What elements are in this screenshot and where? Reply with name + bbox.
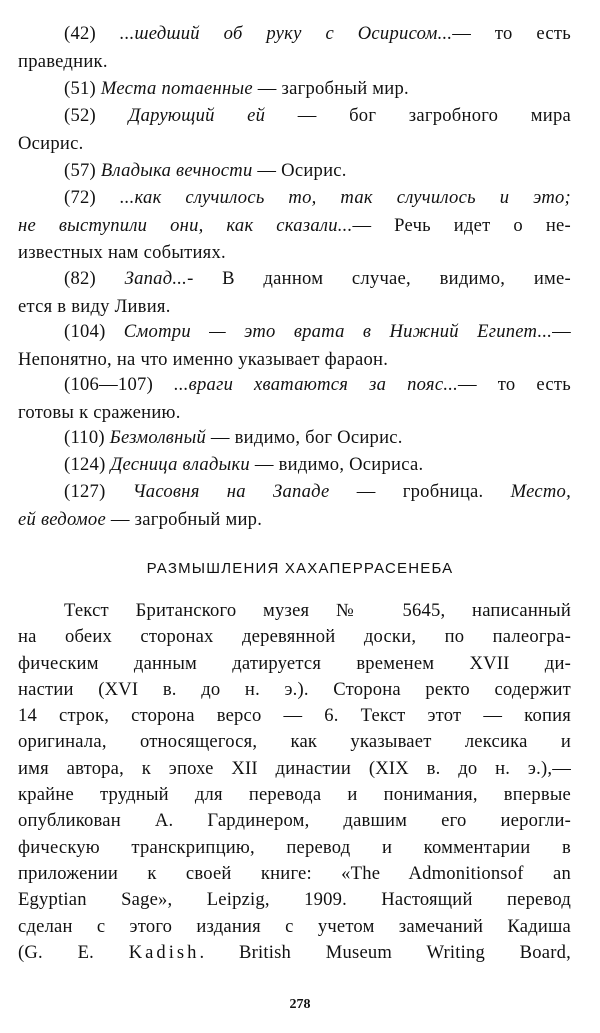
note-line: Непонятно, на что именно указывает фараон. [18,348,389,370]
paragraph-line: Текст Британского музея № 5645, написанный [64,600,571,621]
note-line: (127) Часовня на Западе — гробница. Место, [64,481,571,502]
note-72 [18,184,571,267]
note-line: известных нам событиях. [18,242,226,263]
note-line: Осирис. [18,132,84,154]
note-line: (57) Владыка вечности — Осирис. [64,160,347,181]
note-line: (124) Десница владыки — видимо, Осириса. [64,454,424,475]
intro-paragraph [18,598,571,966]
note-line: готовы к сражению. [18,401,181,423]
paragraph-line: сделан с этого издания с учетом замечаний Кадиша [18,915,571,937]
note-51 [18,75,571,103]
paragraph-line: Egyptian Sage», Leipzig, 1909. Настоящий перевод [18,889,571,911]
note-line: (106—107) ...враги хватаются за пояс...— то есть [64,374,571,395]
paragraph-line: на обеих сторонах деревянной доски, по палеогра- [18,626,571,648]
note-124 [18,451,571,479]
note-104 [18,318,571,373]
note-line: (110) Безмолвный — видимо, бог Осирис. [64,427,403,448]
note-line: не выступили они, как сказали...— Речь идет о не- [18,214,571,236]
note-52 [18,102,571,157]
paragraph-line: фическим данным датируется временем XVII ди- [18,652,571,674]
paragraph-line: 14 строк, сторона версо — 6. Текст этот — копия [18,705,571,727]
note-line: праведник. [18,50,108,72]
paragraph-line: опубликован А. Гардинером, давшим его иерогли- [18,810,571,832]
note-line: (52) Дарующий ей — бог загробного мира [64,105,571,126]
paragraph-line: настии (XVI в. до н. э.). Сторона ректо содержит [18,678,571,700]
page-number: 278 [289,997,311,1012]
paragraph-line: оригинала, относящегося, как указывает лексика и [18,731,571,753]
paragraph-line: крайне трудный для перевода и понимания, впервые [18,784,571,806]
note-42 [18,20,571,75]
note-line: (82) Запад...- В данном случае, видимо, име- [64,268,571,289]
note-line: (104) Смотри — это врата в Нижний Египет...— [64,321,571,342]
paragraph-line: фическую транскрипцию, перевод и комментарии в [18,836,571,858]
paragraph-line-last: (G. E. Kadish. British Museum Writing Board, [18,941,571,963]
note-110 [18,424,571,452]
note-57 [18,157,571,185]
note-106-107 [18,371,571,426]
note-82 [18,265,571,320]
section-heading: РАЗМЫШЛЕНИЯ ХАХАПЕРРАСЕНЕБА [146,560,454,577]
note-line: ей ведомое — загробный мир. [18,508,263,530]
paragraph-line: приложении к своей книге: «The Admonitionsof an [18,862,571,884]
note-line: ется в виду Ливия. [18,295,171,317]
note-line: (51) Места потаенные — загробный мир. [64,78,409,99]
note-line: (72) ...как случилось то, так случилось и это; [64,187,571,208]
note-127 [18,478,571,533]
paragraph-line: имя автора, к эпохе XII династии (XIX в. до н. э.),— [18,757,571,779]
note-line: (42) ...шедший об руку с Осирисом...— то есть [64,23,571,44]
